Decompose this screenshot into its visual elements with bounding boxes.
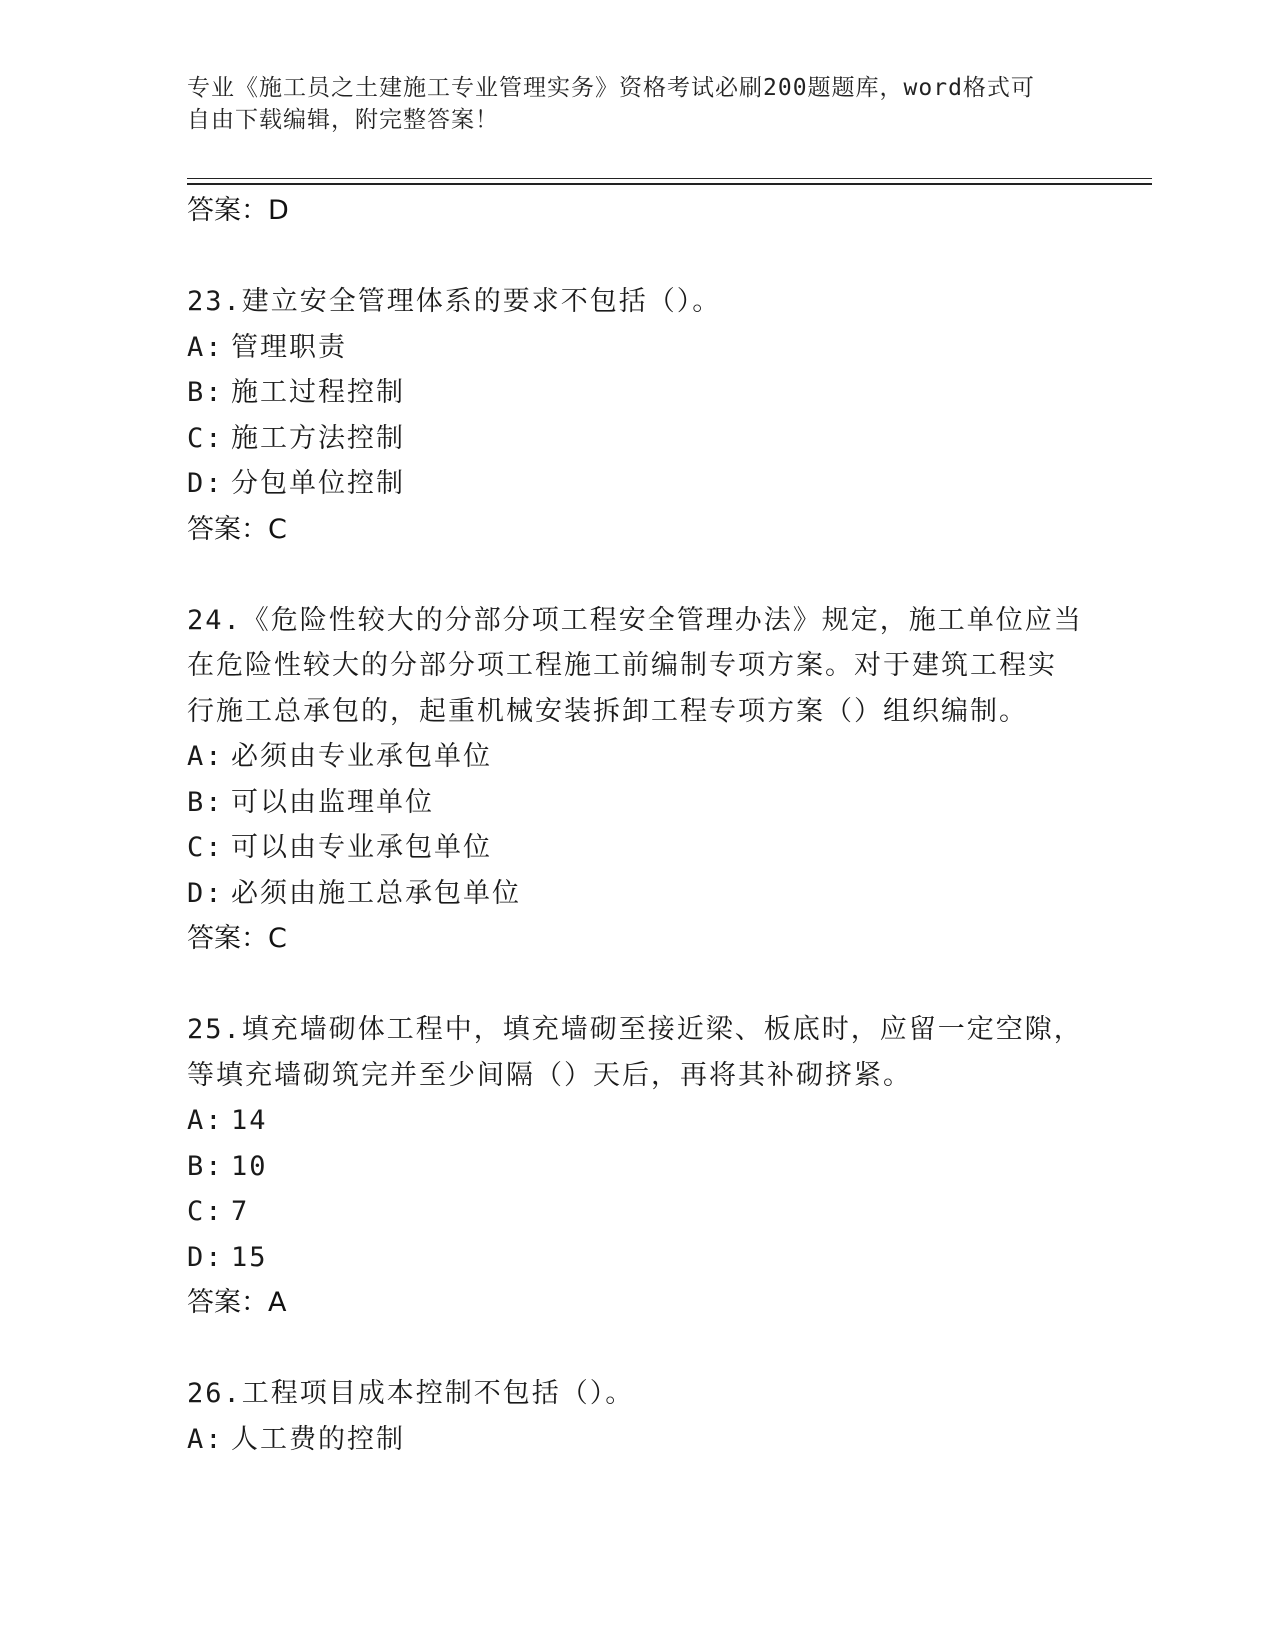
option-d <box>187 461 1087 507</box>
option-a <box>187 734 1087 780</box>
option-text: 7 <box>231 1196 250 1227</box>
option-text: 施工方法控制 <box>231 422 405 454</box>
option-letter: B: <box>187 1150 224 1182</box>
option-b <box>187 370 1087 416</box>
option-letter: A: <box>187 1105 224 1136</box>
option-a <box>187 325 1087 371</box>
answer: 答案：C <box>187 923 287 954</box>
spacer <box>187 962 1087 1008</box>
question-text: 等填充墙砌筑完并至少间隔（）天后，再将其补砌挤紧。 <box>187 1059 912 1091</box>
previous-answer: 答案：D <box>187 195 289 226</box>
question-26 <box>187 1371 1087 1462</box>
spacer <box>187 234 1087 280</box>
option-letter: B: <box>187 377 224 408</box>
option-text: 15 <box>231 1241 268 1273</box>
option-text: 管理职责 <box>231 331 347 363</box>
header-line-2: 自由下载编辑，附完整答案！ <box>187 107 499 133</box>
question-text: 23.建立安全管理体系的要求不包括（）。 <box>187 286 722 317</box>
option-c <box>187 825 1087 871</box>
header-line-1: 专业《施工员之土建施工专业管理实务》资格考试必刷200题题库，word格式可 <box>187 75 1035 101</box>
option-text: 可以由监理单位 <box>231 786 434 818</box>
option-letter: D: <box>187 468 224 499</box>
document-header <box>187 72 1067 136</box>
answer: 答案：C <box>187 513 287 545</box>
question-text: 在危险性较大的分部分项工程施工前编制专项方案。对于建筑工程实 <box>187 650 1057 681</box>
question-25 <box>187 1007 1087 1371</box>
option-a <box>187 1417 1087 1463</box>
question-list <box>187 188 1087 1462</box>
option-letter: D: <box>187 877 224 909</box>
option-text: 14 <box>231 1105 268 1136</box>
option-letter: A: <box>187 741 224 772</box>
spacer <box>187 552 1087 598</box>
option-a <box>187 1098 1087 1144</box>
option-letter: C: <box>187 422 224 454</box>
option-d <box>187 871 1087 917</box>
spacer <box>187 1326 1087 1372</box>
option-b <box>187 780 1087 826</box>
question-text: 26.工程项目成本控制不包括（）。 <box>187 1378 635 1409</box>
option-text: 可以由专业承包单位 <box>231 832 492 863</box>
option-letter: C: <box>187 832 224 863</box>
option-text: 必须由专业承包单位 <box>231 741 492 772</box>
option-text: 分包单位控制 <box>231 468 405 499</box>
option-letter: A: <box>187 1423 224 1455</box>
question-text: 行施工总承包的，起重机械安装拆卸工程专项方案（）组织编制。 <box>187 695 1028 727</box>
option-letter: C: <box>187 1196 224 1227</box>
option-text: 10 <box>231 1150 268 1182</box>
option-letter: A: <box>187 331 224 363</box>
option-letter: B: <box>187 786 224 818</box>
option-d <box>187 1235 1087 1281</box>
option-text: 必须由施工总承包单位 <box>231 877 521 909</box>
option-c <box>187 416 1087 462</box>
option-text: 人工费的控制 <box>231 1423 405 1455</box>
option-letter: D: <box>187 1241 224 1273</box>
question-text: 25.填充墙砌体工程中，填充墙砌至接近梁、板底时，应留一定空隙， <box>187 1014 1083 1045</box>
answer: 答案：A <box>187 1287 287 1318</box>
option-c <box>187 1189 1087 1235</box>
option-text: 施工过程控制 <box>231 377 405 408</box>
question-24 <box>187 598 1087 1008</box>
question-text: 24.《危险性较大的分部分项工程安全管理办法》规定，施工单位应当 <box>187 604 1083 636</box>
header-divider-thin <box>187 178 1152 179</box>
question-23 <box>187 279 1087 598</box>
header-divider-thick <box>187 183 1152 185</box>
option-b <box>187 1144 1087 1190</box>
